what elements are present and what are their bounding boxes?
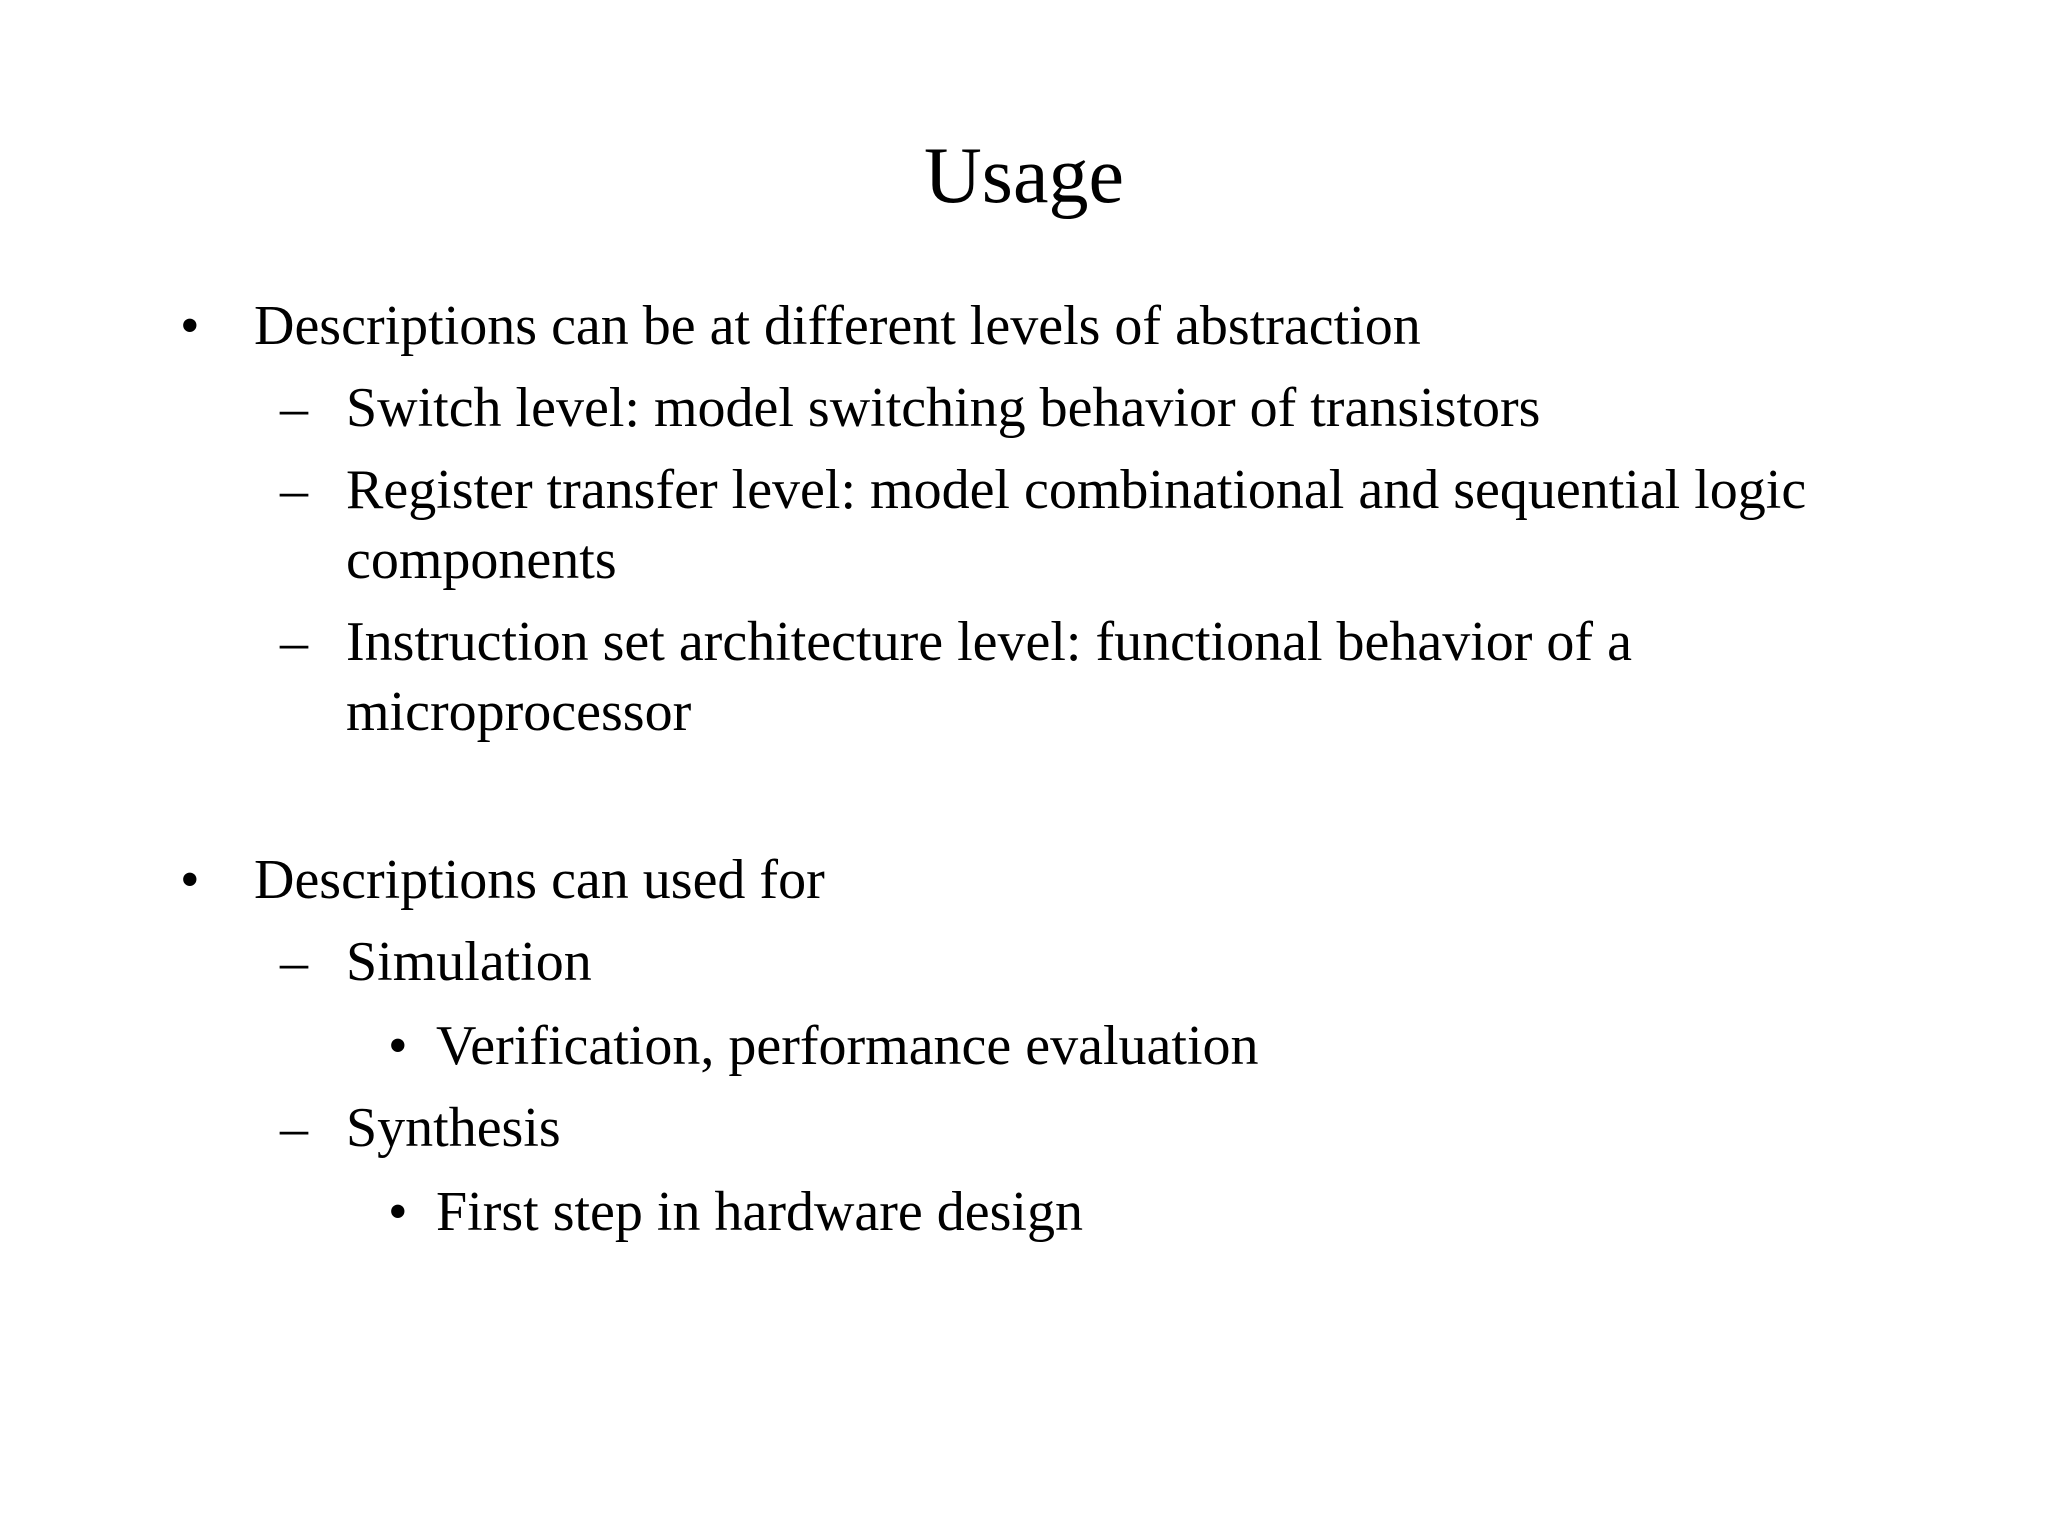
sub-bullet-text-continued: microprocessor	[346, 681, 692, 743]
sub-sub-bullet-text: Verification, performance evaluation	[436, 1015, 1259, 1077]
sub-bullet-text: Simulation	[346, 931, 592, 993]
sub-sub-bullet-marker: •	[388, 1015, 408, 1077]
sub-bullet-marker: –	[280, 459, 308, 521]
bullet-text: Descriptions can be at different levels of abstraction	[254, 295, 1421, 357]
sub-bullet-text: Switch level: model switching behavior of transistors	[346, 377, 1541, 439]
sub-bullet-text-continued: components	[346, 529, 617, 591]
sub-bullet-marker: –	[280, 931, 308, 993]
slide-title: Usage	[924, 132, 1124, 220]
sub-bullet-marker: –	[280, 611, 308, 673]
sub-bullet-text: Register transfer level: model combinational and sequential logic	[346, 459, 1807, 521]
sub-sub-bullet-text: First step in hardware design	[436, 1181, 1083, 1243]
bullet-marker: •	[180, 295, 200, 357]
sub-bullet-marker: –	[280, 377, 308, 439]
sub-bullet-text: Synthesis	[346, 1097, 561, 1159]
sub-sub-bullet-marker: •	[388, 1181, 408, 1243]
bullet-text: Descriptions can used for	[254, 849, 825, 911]
bullet-marker: •	[180, 849, 200, 911]
sub-bullet-text: Instruction set architecture level: functional behavior of a	[346, 611, 1632, 673]
sub-bullet-marker: –	[280, 1097, 308, 1159]
